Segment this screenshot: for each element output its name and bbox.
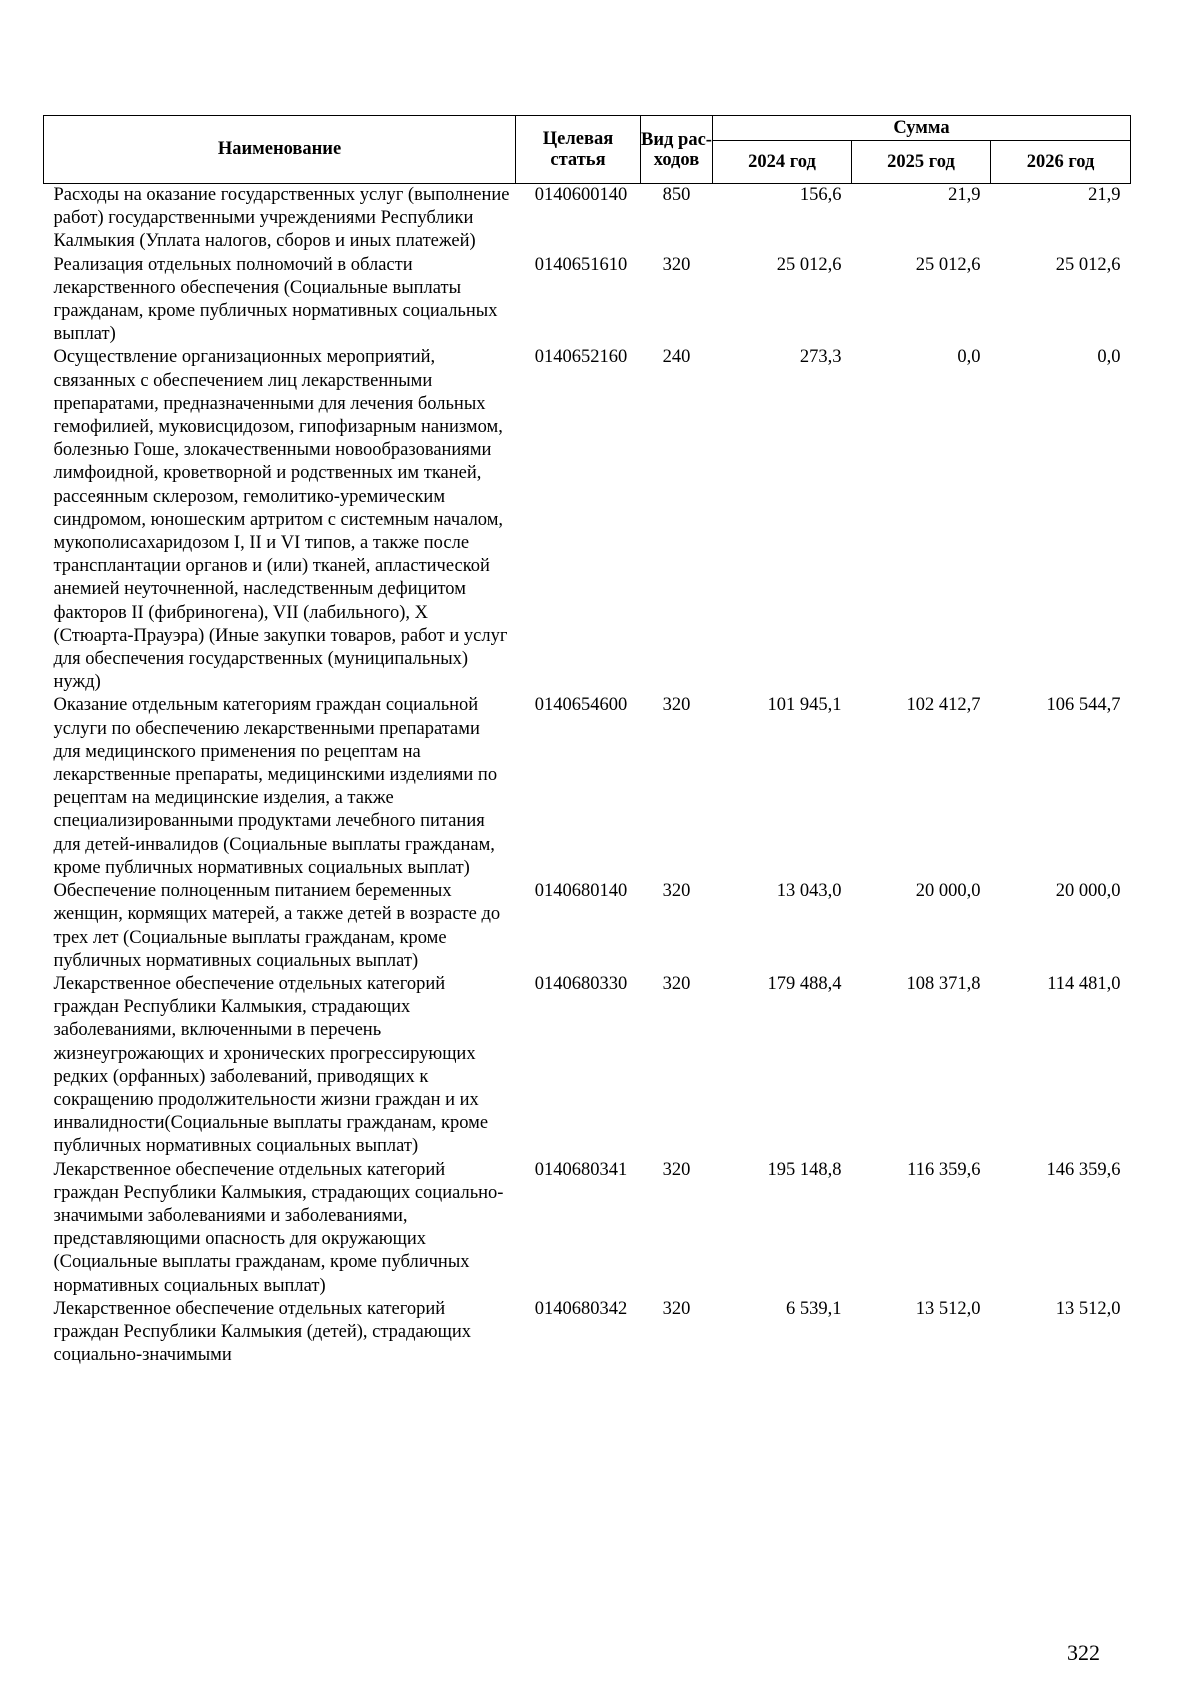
row-target-article: 0140680342 bbox=[534, 1298, 628, 1319]
row-expense-type: 240 bbox=[662, 347, 691, 368]
budget-table bbox=[43, 115, 1131, 1367]
row-name: Обеспечение полноценным питанием беременных женщин, кормящих матерей, а также детей в возрасте до трех лет (Социальные выплаты гражданам, кроме публичных нормативных социальных выплат) bbox=[53, 881, 501, 971]
header-expense-type: Вид рас-ходов bbox=[641, 116, 713, 184]
table-header bbox=[44, 116, 1131, 184]
row-sum-2025: 25 012,6 bbox=[915, 254, 981, 275]
page-number: 322 bbox=[1067, 1640, 1100, 1665]
row-name: Осуществление организационных мероприятий, связанных с обеспечением лиц лекарственными препаратами, предназначенными для лечения больных гемофилией, муковисцидозом, гипофизарным нанизмом, болезнью Гоше, злокачественными новообразованиями лимфоидной, кроветворной и родственных им тканей, рассеянным склерозом, гемолитико-уремическим синдромом, юношеским артритом с системным началом, мукополисахаридозом I, II и VI типов, а также после трансплантации органов и (или) тканей, апластической анемией неуточненной, наследственным дефицитом факторов II (фибриногена), VII (лабильного), X (Стюарта-Прауэра) (Иные закупки товаров, работ и услуг для обеспечения государственных (муниципальных) нужд) bbox=[53, 347, 508, 693]
table-row bbox=[44, 880, 1131, 973]
table-row bbox=[44, 973, 1131, 1159]
row-sum-2026: 0,0 bbox=[1097, 347, 1121, 368]
table-row bbox=[44, 1159, 1131, 1298]
table-body bbox=[44, 184, 1131, 1368]
row-expense-type: 850 bbox=[662, 185, 691, 205]
row-target-article: 0140680330 bbox=[534, 973, 628, 994]
row-name: Лекарственное обеспечение отдельных категорий граждан Республики Калмыкия, страдающих заболеваниями, включенными в перечень жизнеугрожающих и хронических прогрессирующих редких (орфанных) заболеваний, приводящих к сокращению продолжительности жизни граждан и их инвалидности(Социальные выплаты гражданам, кроме публичных нормативных социальных выплат) bbox=[53, 973, 489, 1157]
table-row bbox=[44, 1298, 1131, 1368]
row-sum-2024: 101 945,1 bbox=[767, 695, 842, 716]
row-sum-2025: 20 000,0 bbox=[915, 881, 981, 902]
row-expense-type: 320 bbox=[662, 695, 691, 716]
row-target-article: 0140651610 bbox=[534, 254, 628, 275]
row-sum-2026: 146 359,6 bbox=[1046, 1159, 1121, 1180]
row-sum-2025: 102 412,7 bbox=[906, 695, 981, 716]
row-sum-2025: 108 371,8 bbox=[906, 973, 981, 994]
header-year-2024: 2024 год bbox=[713, 141, 852, 184]
row-target-article: 0140652160 bbox=[534, 347, 628, 368]
row-sum-2026: 25 012,6 bbox=[1055, 254, 1121, 275]
row-expense-type: 320 bbox=[662, 881, 691, 902]
header-target-article: Целевая статья bbox=[516, 116, 641, 184]
row-expense-type: 320 bbox=[662, 1159, 691, 1180]
row-sum-2024: 25 012,6 bbox=[776, 254, 842, 275]
row-name: Лекарственное обеспечение отдельных категорий граждан Республики Калмыкия, страдающих социально-значимыми заболеваниями и заболеваниями, представляющими опасность для окружающих (Социальные выплаты гражданам, кроме публичных нормативных социальных выплат) bbox=[53, 1159, 504, 1296]
row-expense-type: 320 bbox=[662, 254, 691, 275]
row-expense-type: 320 bbox=[662, 973, 691, 994]
header-name: Наименование bbox=[44, 116, 516, 184]
row-target-article: 0140654600 bbox=[534, 695, 628, 716]
row-sum-2025: 116 359,6 bbox=[907, 1159, 981, 1180]
row-sum-2025: 21,9 bbox=[948, 185, 981, 205]
row-sum-2024: 273,3 bbox=[799, 347, 842, 368]
row-sum-2024: 195 148,8 bbox=[767, 1159, 842, 1180]
row-sum-2024: 179 488,4 bbox=[767, 973, 842, 994]
header-year-2026: 2026 год bbox=[991, 141, 1131, 184]
row-target-article: 0140680140 bbox=[534, 881, 628, 902]
row-sum-2026: 13 512,0 bbox=[1055, 1298, 1121, 1319]
header-year-2025: 2025 год bbox=[852, 141, 991, 184]
row-name: Расходы на оказание государственных услуг (выполнение работ) государственными учреждениями Республики Калмыкия (Уплата налогов, сборов и иных платежей) bbox=[53, 185, 510, 252]
row-sum-2026: 114 481,0 bbox=[1047, 973, 1121, 994]
row-sum-2025: 0,0 bbox=[957, 347, 981, 368]
row-target-article: 0140680341 bbox=[534, 1159, 628, 1180]
table-row bbox=[44, 694, 1131, 880]
table-row bbox=[44, 184, 1131, 254]
table-row bbox=[44, 254, 1131, 347]
row-sum-2026: 106 544,7 bbox=[1046, 695, 1121, 716]
row-sum-2025: 13 512,0 bbox=[915, 1298, 981, 1319]
row-sum-2024: 13 043,0 bbox=[776, 881, 842, 902]
row-sum-2024: 156,6 bbox=[799, 185, 842, 205]
row-name: Лекарственное обеспечение отдельных категорий граждан Республики Калмыкия (детей), страдающих социально-значимыми bbox=[53, 1298, 471, 1366]
header-sum: Сумма bbox=[713, 116, 1131, 141]
row-target-article: 0140600140 bbox=[534, 185, 628, 205]
row-expense-type: 320 bbox=[662, 1298, 691, 1319]
row-sum-2026: 21,9 bbox=[1088, 185, 1121, 205]
row-name: Оказание отдельным категориям граждан социальной услуги по обеспечению лекарственными препаратами для медицинского применения по рецептам на лекарственные препараты, медицинскими изделиями по рецептам на медицинские изделия, а также специализированными продуктами лечебного питания для детей-инвалидов (Социальные выплаты гражданам, кроме публичных нормативных социальных выплат) bbox=[53, 695, 498, 878]
row-sum-2026: 20 000,0 bbox=[1055, 881, 1121, 902]
row-name: Реализация отдельных полномочий в области лекарственного обеспечения (Социальные выплаты гражданам, кроме публичных нормативных социальных выплат) bbox=[53, 254, 498, 345]
row-sum-2024: 6 539,1 bbox=[786, 1298, 842, 1319]
table-row bbox=[44, 346, 1131, 694]
